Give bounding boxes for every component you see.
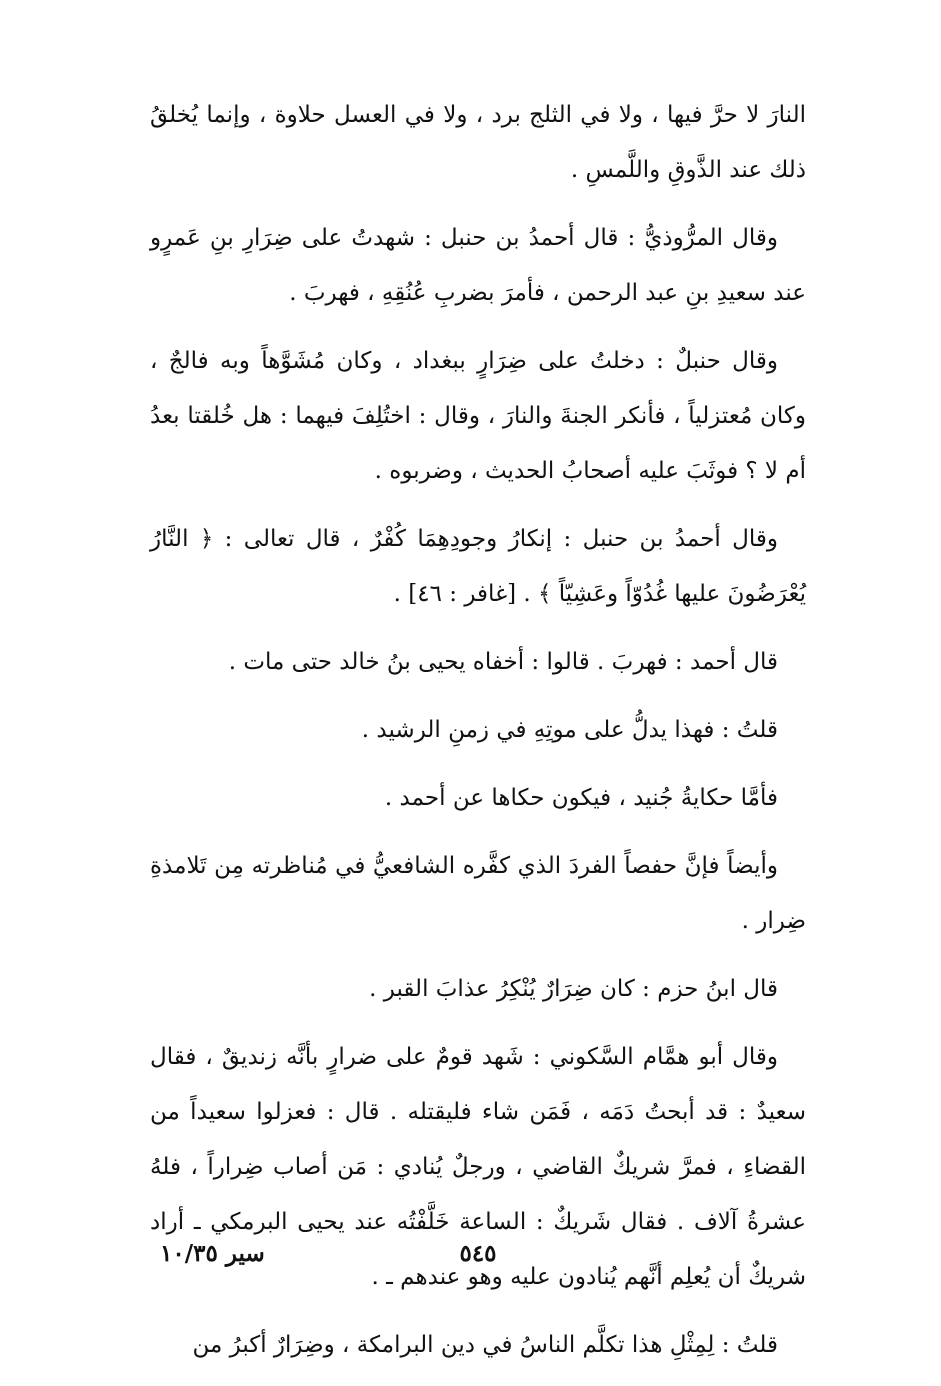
paragraph: وقال المرُّوذيُّ : قال أحمدُ بن حنبل : شهدتُ على ضِرَارِ بنِ عَمرٍو عند سعيدِ بنِ عبد الرحمن ، فأمرَ بضربِ عُنُقِهِ ، فهربَ . bbox=[150, 225, 806, 306]
paragraph: وقال أبو همَّام السَّكوني : شَهد قومٌ على ضرارٍ بأنَّه زنديقٌ ، فقال سعيدٌ : قد أبحتُ دَمَه ، فَمَن شاء فليقتله . قال : فعزلوا سعيداً من القضاءِ ، فمرَّ شريكٌ القاضي ، ورجلٌ يُنادي : مَن أصاب ضِراراً ، فلهُ عشرةُ آلاف . فقال شَريكٌ : الساعة خَلَّفْتُه عند يحيى البرمكي ـ أراد شريكٌ أن يُعلِم أنَّهم يُنادون عليه وهو عندهم ـ . bbox=[150, 1044, 806, 1290]
paragraph: النارَ لا حرَّ فيها ، ولا في الثلج برد ، ولا في العسل حلاوة ، وإنما يُخلقُ ذلك عند الذَّوقِ واللَّمسِ . bbox=[150, 102, 806, 183]
paragraph: وقال أحمدُ بن حنبل : إنكارُ وجودِهِمَا كُفْرٌ ، قال تعالى : ﴿ النَّارُ يُعْرَضُونَ عليها غُدُوّاً وعَشِيّاً ﴾ . [غافر : ٤٦] . bbox=[150, 526, 806, 607]
signature-mark: سير ١٠/٣٥ bbox=[160, 1240, 265, 1267]
paragraph: قلتُ : لِمِثْلِ هذا تكلَّم الناسُ في دين البرامكة ، وضِرَارٌ أكبرُ من bbox=[192, 1332, 778, 1358]
paragraph: قال أحمد : فهربَ . قالوا : أخفاه يحيى بنُ خالد حتى مات . bbox=[228, 649, 778, 675]
paragraph: وأيضاً فإنَّ حفصاً الفردَ الذي كفَّره الشافعيُّ في مُناظرته مِن تَلامذةِ ضِرار . bbox=[150, 853, 806, 934]
paragraph: وقال حنبلٌ : دخلتُ على ضِرَارٍ ببغداد ، وكان مُشَوَّهاً وبه فالجٌ ، وكان مُعتزلياً ، فأنكر الجنةَ والنارَ ، وقال : اختُلِفَ فيهما : هل خُلقتا بعدُ أم لا ؟ فوثَبَ عليه أصحابُ الحديث ، وضربوه . bbox=[150, 348, 806, 484]
page-footer bbox=[150, 1240, 806, 1280]
page-number: ٥٤٥ bbox=[459, 1240, 497, 1267]
paragraph: فأمَّا حكايةُ جُنيد ، فيكون حكاها عن أحمد . bbox=[384, 785, 778, 811]
paragraph: قلتُ : فهذا يدلُّ على موتِهِ في زمنِ الرشيد . bbox=[361, 717, 778, 743]
body-text bbox=[150, 88, 806, 1386]
paragraph: قال ابنُ حزم : كان ضِرَارٌ يُنْكِرُ عذابَ القبر . bbox=[369, 976, 778, 1002]
